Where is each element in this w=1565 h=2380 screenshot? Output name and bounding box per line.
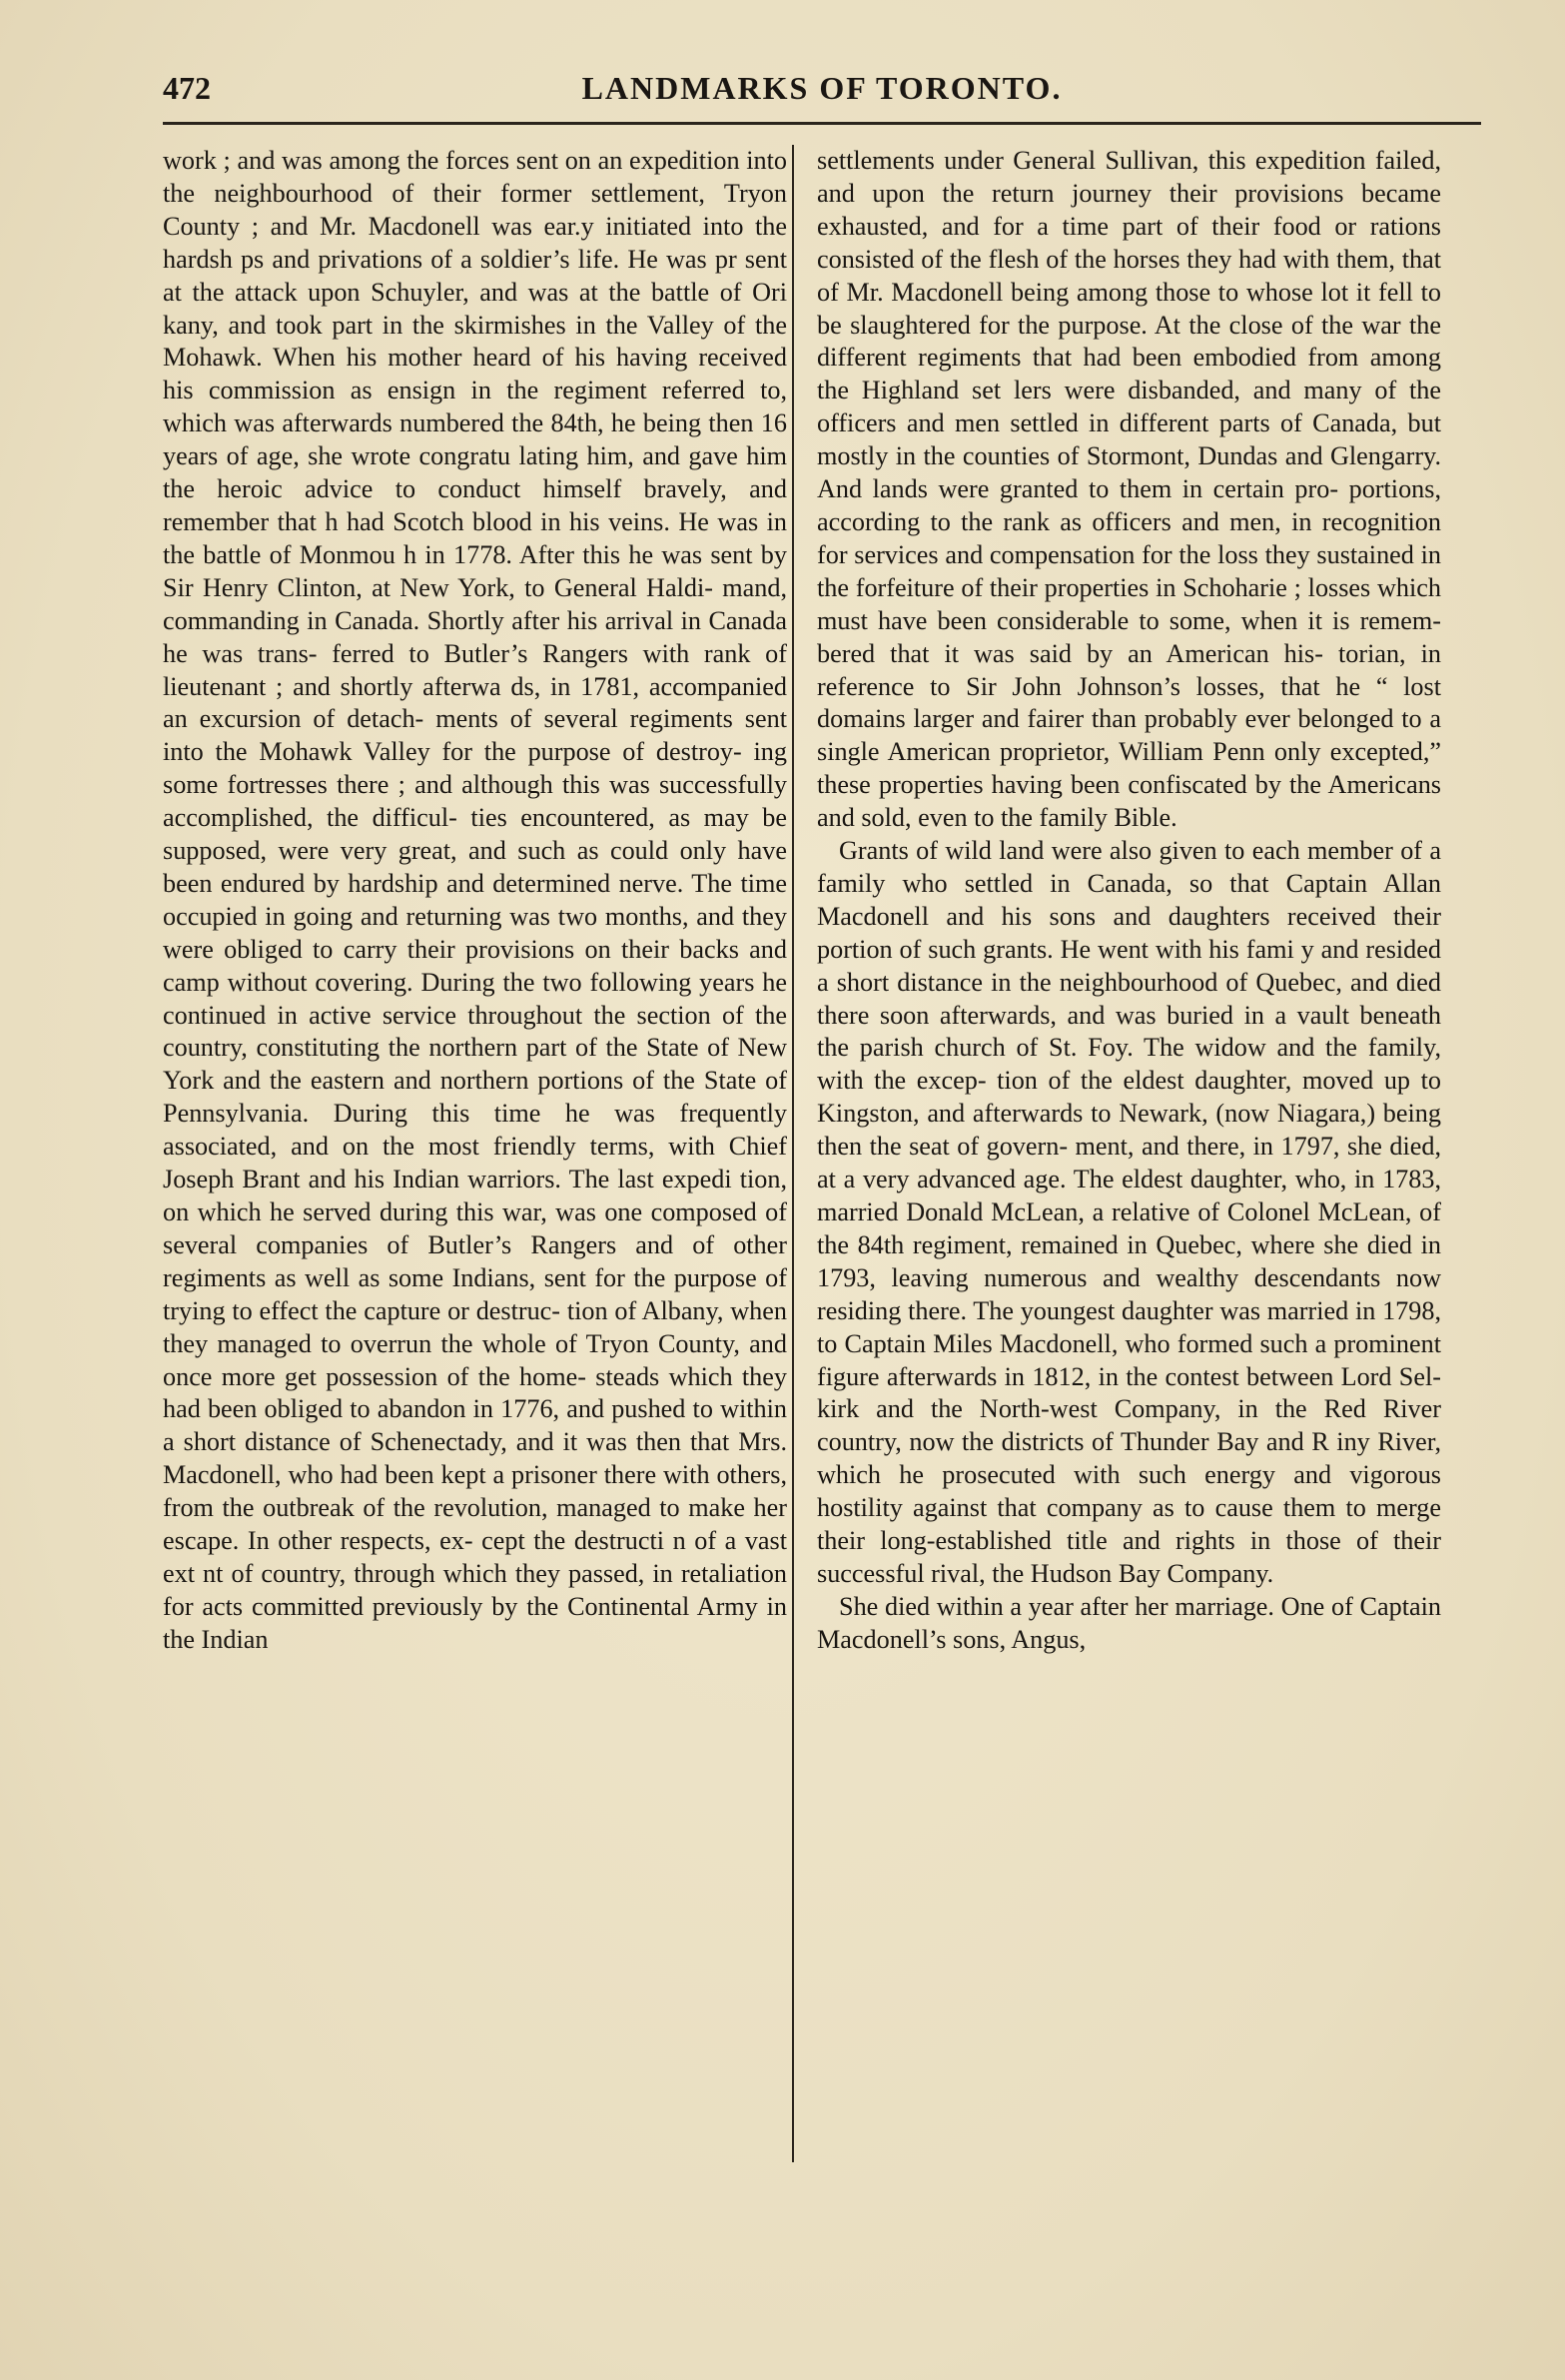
paragraph: work ; and was among the forces sent on an expedition into the neighbourhood of their former settlement, Tryon County ; and Mr. Macdonell was ear.y initiated into the hardsh ps and privations of a soldier’s life. He was pr sent at the attack upon Schuyler, and was at the battle of Ori kany, and took part in the skirmishes in the Valley of the Mohawk. When his mother heard of his having received his commission as ensign in the regiment referred to, which was afterwards numbered the 84th, he being then 16 years of age, she wrote congratu lating him, and gave him the heroic advice to conduct himself bravely, and remember that h had Scotch blood in his veins. He was in the battle of Monmou h in 1778. After this he was sent by Sir Henry Clinton, at New York, to General Haldi- mand, commanding in Canada. Shortly after his arrival in Canada he was trans- ferred to Butler’s Rangers with rank of lieutenant ; and shortly afterwa ds, in 1781, accompanied an excursion of detach- ments of several regiments sent into the Mohawk Valley for the purpose of destroy- ing some fortresses there ; and although this was successfully accomplished, the difficul- ties encountered, as may be supposed, were very great, and such as could only have been endured by hardship and determined nerve. The time occupied in going and returning was two months, and they were obliged to carry their provisions on their backs and camp without covering. During the two following years he continued in active service throughout the section of the country, constituting the northern part of the State of New York and the eastern and northern portions of the State of Pennsylvania. During this time he was frequently associated, and on the most friendly terms, with Chief Joseph Brant and his Indian warriors. The last expedi tion, on which he served during this war, was one composed of several companies of Butler’s Rangers and of other regiments as well as some Indians, sent for the purpose of trying to effect the capture or destruc- tion of Albany, when they managed to overrun the whole of Tryon County, and once more get possession of the home- steads which they had been obliged to abandon in 1776, and pushed to within a short distance of Schenectady, and it was then that Mrs. Macdonell, who had been kept a prisoner there with others, from the outbreak of the revolution, managed to make her escape. In other respects, ex- cept the destructi n of a vast ext nt of country, through which they passed, in retaliation for acts committed previously by the Continental Army in the Indian [163, 146, 787, 1654]
left-column [163, 145, 787, 1657]
right-column [817, 145, 1441, 1657]
page-header [163, 70, 1481, 120]
paragraph: settlements under General Sullivan, this expedition failed, and upon the return journey their provisions became exhausted, and for a time part of their food or rations consisted of the flesh of the horses they had with them, that of Mr. Macdonell being among those to whose lot it fell to be slaughtered for the purpose. At the close of the war the different regiments that had been embodied from among the Highland set lers were disbanded, and many of the officers and men settled in different parts of Canada, but mostly in the counties of Stormont, Dundas and Glengarry. And lands were granted to them in certain pro- portions, according to the rank as officers and men, in recognition for services and compensation for the loss they sustained in the forfeiture of their properties in Schoharie ; losses which must have been considerable to some, when it is remem- bered that it was said by an American his- torian, in reference to Sir John Johnson’s losses, that he “ lost domains larger and fairer than probably ever belonged to a single American proprietor, William Penn only excepted,” these properties having been confiscated by the Americans and sold, even to the family Bible. [817, 146, 1441, 833]
paragraph: Grants of wild land were also given to each member of a family who settled in Canada, so that Captain Allan Macdonell and his sons and daughters received their portion of such grants. He went with his fami y and resided a short distance in the neighbourhood of Quebec, and died there soon afterwards, and was buried in a vault beneath the parish church of St. Foy. The widow and the family, with the excep- tion of the eldest daughter, moved up to Kingston, and afterwards to Newark, (now Niagara,) being then the seat of govern- ment, and there, in 1797, she died, at a very advanced age. The eldest daughter, who, in 1783, married Donald McLean, a relative of Colonel McLean, of the 84th regiment, remained in Quebec, where she died in 1793, leaving numerous and wealthy descendants now residing there. The youngest daughter was married in 1798, to Captain Miles Macdonell, who formed such a prominent figure afterwards in 1812, in the contest between Lord Sel- kirk and the North-west Company, in the Red River country, now the districts of Thunder Bay and R iny River, which he prosecuted with such energy and vigorous hostility against that company as to cause them to merge their long-established title and rights in those of their successful rival, the Hudson Bay Company. [817, 836, 1441, 1588]
header-rule [163, 122, 1481, 125]
page-number: 472 [163, 70, 211, 106]
column-divider [792, 145, 794, 2162]
running-head: LANDMARKS OF TORONTO. [581, 70, 1063, 106]
paragraph: She died within a year after her marriage. One of Captain Macdonell’s sons, Angus, [817, 1591, 1441, 1654]
